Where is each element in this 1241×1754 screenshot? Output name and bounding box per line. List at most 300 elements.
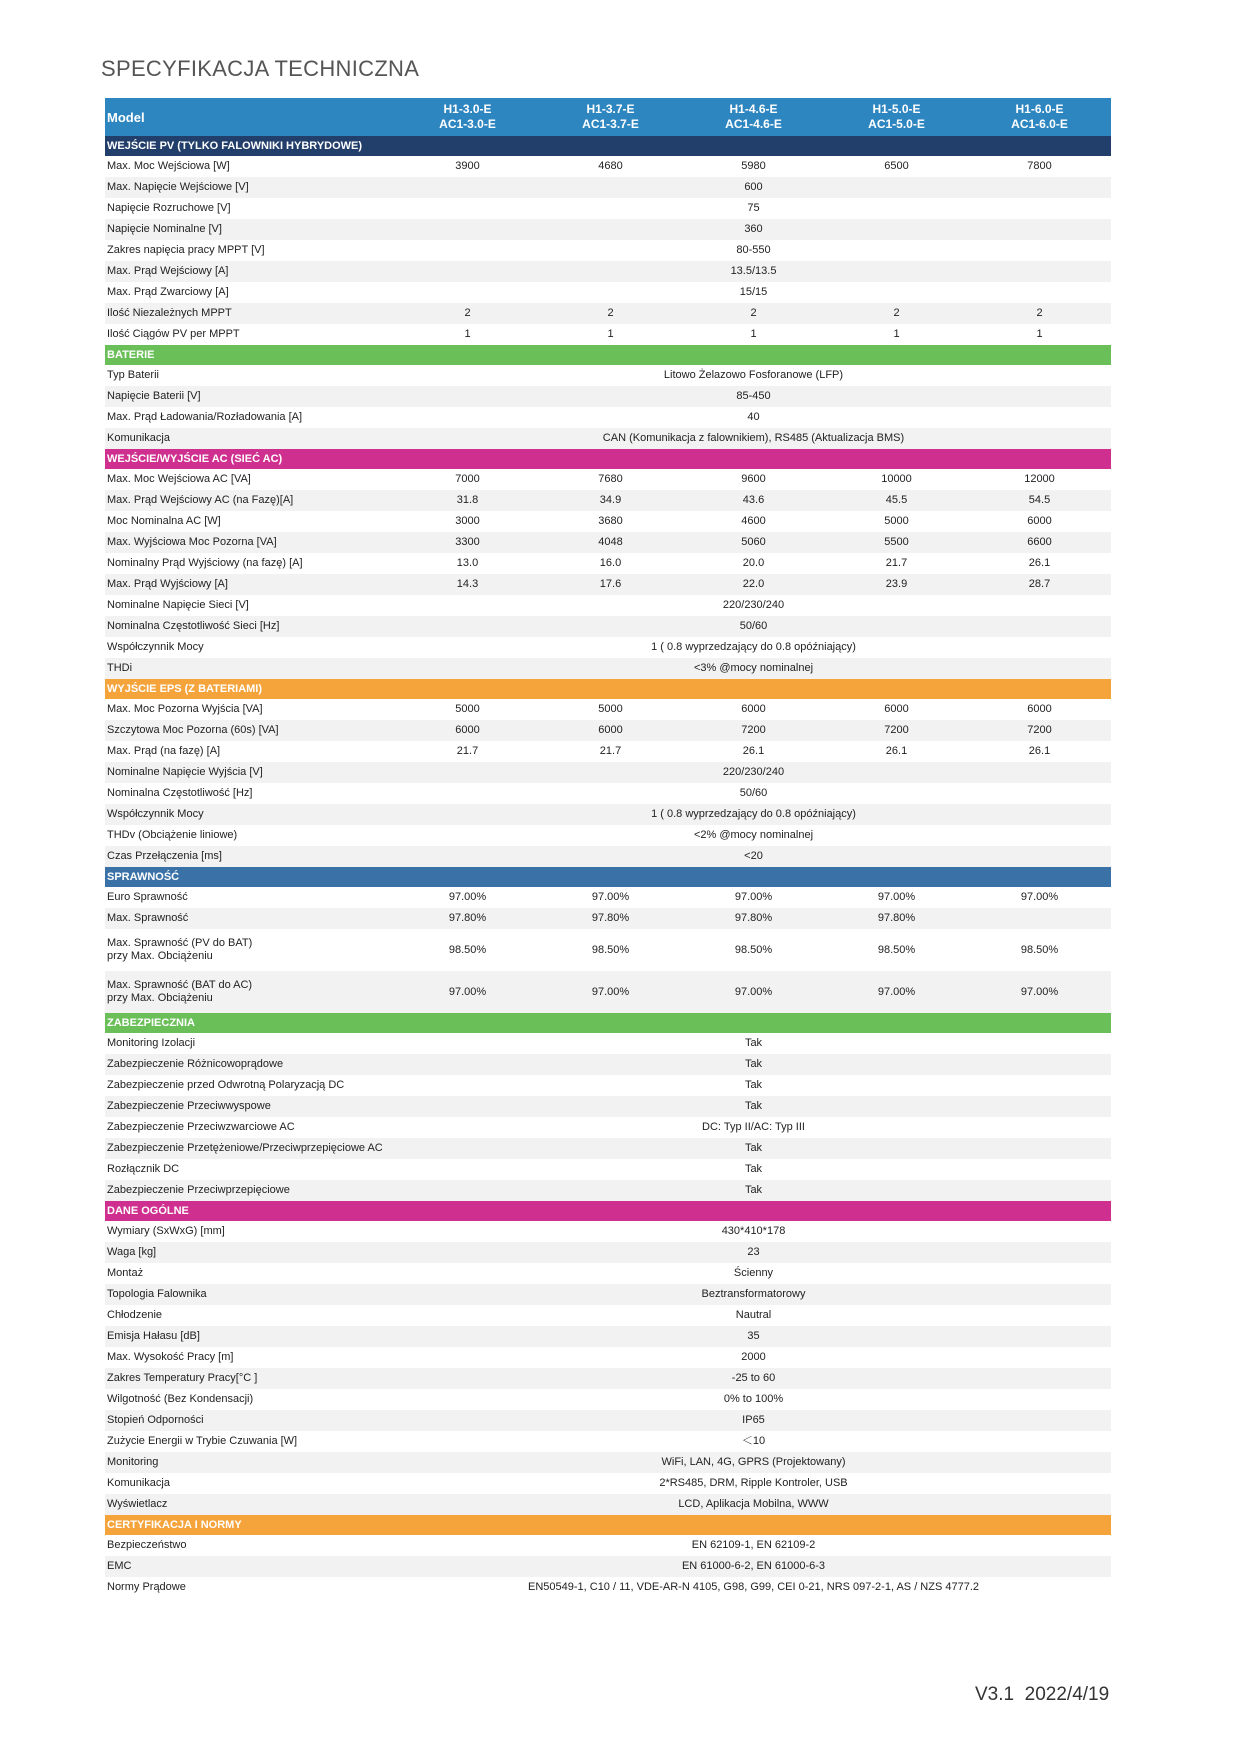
- spec-row: [105, 1326, 1111, 1347]
- spec-value: 7800: [1027, 160, 1052, 172]
- spec-row: [105, 365, 1111, 386]
- spec-value: 2: [682, 303, 825, 324]
- spec-label-cell: [105, 365, 396, 386]
- spec-value-all-models: 40: [747, 411, 760, 423]
- spec-row: [105, 303, 1111, 324]
- spec-value: 97.00%: [448, 891, 487, 903]
- spec-row: [105, 1556, 1111, 1577]
- spec-label-cell: [105, 1556, 396, 1577]
- section-title: WEJŚCIE/WYJŚCIE AC (SIEĆ AC): [105, 449, 1111, 469]
- spec-value: 21.7: [885, 557, 908, 569]
- spec-row: [105, 971, 1111, 1013]
- spec-value: 7680: [598, 473, 623, 485]
- spec-label-cell: [105, 1326, 396, 1347]
- spec-row: [105, 1389, 1111, 1410]
- spec-value: 2: [825, 303, 968, 324]
- spec-label: Nominalny Prąd Wyjściowy (na fazę) [A]: [107, 557, 303, 569]
- spec-value-all-models: 1 ( 0.8 wyprzedzający do 0.8 opóźniający): [651, 641, 856, 653]
- spec-value: 2: [968, 303, 1111, 324]
- spec-label-cell: [105, 804, 396, 825]
- spec-row: [105, 1410, 1111, 1431]
- spec-label-cell: [105, 616, 396, 637]
- spec-label: Max. Moc Pozorna Wyjścia [VA]: [107, 703, 263, 715]
- spec-value: 4600: [741, 515, 766, 527]
- spec-row: [105, 1431, 1111, 1452]
- spec-value: 3000: [455, 515, 480, 527]
- spec-row: [105, 1473, 1111, 1494]
- spec-value: 54.5: [968, 490, 1111, 511]
- spec-value: 1: [750, 328, 757, 340]
- spec-value: 21.7: [456, 745, 479, 757]
- spec-row: [105, 1221, 1111, 1242]
- spec-value-all-models: 50/60: [739, 787, 768, 799]
- spec-label-cell: [105, 1221, 396, 1242]
- spec-value: 97.80%: [682, 908, 825, 929]
- spec-value-all-models: EN50549-1, C10 / 11, VDE-AR-N 4105, G98, G99, CEI 0-21, NRS 097-2-1, AS / NZS 4777.2: [527, 1581, 980, 1593]
- spec-value: 26.1: [885, 745, 908, 757]
- spec-value: 97.00%: [825, 971, 968, 1013]
- spec-value: 13.0: [456, 557, 479, 569]
- spec-label: Moc Nominalna AC [W]: [107, 515, 221, 527]
- spec-value: 26.1: [1028, 745, 1051, 757]
- model-name: H1-3.0-E: [443, 102, 492, 116]
- spec-value: 6000: [741, 703, 766, 715]
- section-header-row: [105, 449, 1111, 469]
- model-name-alt: AC1-6.0-E: [1011, 117, 1068, 131]
- spec-value: 97.00%: [396, 971, 539, 1013]
- spec-value: 5000: [884, 515, 909, 527]
- spec-label: Emisja Hałasu [dB]: [107, 1330, 200, 1342]
- spec-value: 97.80%: [396, 908, 539, 929]
- spec-value: 5000: [455, 703, 480, 715]
- spec-row: [105, 1284, 1111, 1305]
- spec-row: [105, 616, 1111, 637]
- spec-label-cell: [105, 407, 396, 428]
- spec-value-all-models: DC: Typ II/AC: Typ III: [702, 1121, 805, 1133]
- section-header-row: [105, 679, 1111, 699]
- spec-value: 6000: [1027, 515, 1052, 527]
- spec-label: Komunikacja: [107, 432, 170, 444]
- spec-label-cell: [105, 240, 396, 261]
- spec-row: [105, 762, 1111, 783]
- spec-label-cell: [105, 1138, 396, 1159]
- table-header-row: [105, 98, 1111, 136]
- spec-label-cell: [105, 762, 396, 783]
- spec-value: 4048: [539, 532, 682, 553]
- spec-label: Max. Prąd Ładowania/Rozładowania [A]: [107, 411, 303, 423]
- spec-value-all-models: IP65: [396, 1410, 1111, 1431]
- spec-row: [105, 240, 1111, 261]
- spec-value-all-models: Beztransformatorowy: [396, 1284, 1111, 1305]
- section-title: CERTYFIKACJA I NORMY: [105, 1515, 1111, 1535]
- section-header-row: [105, 1201, 1111, 1221]
- spec-value: 9600: [741, 473, 766, 485]
- spec-value: 97.80%: [825, 908, 968, 929]
- spec-label: Monitoring: [107, 1456, 159, 1468]
- spec-value: 43.6: [682, 490, 825, 511]
- spec-value: 3300: [396, 532, 539, 553]
- spec-value: 98.50%: [448, 943, 487, 956]
- spec-value: 98.50%: [1020, 943, 1059, 956]
- spec-value: 1: [607, 328, 614, 340]
- section-title: WEJŚCIE PV (TYLKO FALOWNIKI HYBRYDOWE): [105, 136, 1111, 156]
- spec-label: Szczytowa Moc Pozorna (60s) [VA]: [107, 724, 279, 736]
- section-header-row: [105, 345, 1111, 365]
- spec-label: Typ Baterii: [107, 369, 159, 381]
- model-name-alt: AC1-3.7-E: [582, 117, 639, 131]
- spec-label-cell: [105, 156, 396, 177]
- spec-label-cell: [105, 1431, 396, 1452]
- spec-label: Zabezpieczenie Przeciwprzepięciowe: [107, 1184, 290, 1196]
- spec-value: 12000: [1024, 473, 1055, 485]
- spec-value-all-models: 75: [747, 202, 760, 214]
- spec-label: Euro Sprawność: [107, 891, 188, 903]
- spec-value-all-models: 80-550: [736, 244, 771, 256]
- spec-row: [105, 783, 1111, 804]
- section-header-row: [105, 867, 1111, 887]
- spec-value: 6000: [884, 703, 909, 715]
- spec-label-cell: [105, 1410, 396, 1431]
- spec-value: 97.00%: [968, 971, 1111, 1013]
- spec-label-cell: [105, 303, 396, 324]
- spec-label: THDv (Obciążenie liniowe): [107, 829, 238, 841]
- spec-row: [105, 532, 1111, 553]
- spec-label: Topologia Falownika: [107, 1288, 207, 1300]
- spec-value: 1: [1036, 328, 1043, 340]
- spec-value-all-models: 23: [396, 1242, 1111, 1263]
- spec-label-cell: [105, 908, 396, 929]
- spec-row: [105, 428, 1111, 449]
- spec-value: 45.5: [825, 490, 968, 511]
- spec-label: Nominalna Częstotliwość Sieci [Hz]: [107, 620, 280, 632]
- spec-label-cell: [105, 1033, 396, 1054]
- spec-row: [105, 219, 1111, 240]
- spec-label: Normy Prądowe: [107, 1581, 186, 1593]
- spec-value: 5980: [741, 160, 766, 172]
- spec-row: [105, 324, 1111, 345]
- spec-label: Nominalna Częstotliwość [Hz]: [107, 787, 253, 799]
- spec-label: Zabezpieczenie Przeciwwyspowe: [107, 1100, 271, 1112]
- spec-value-all-models: 15/15: [739, 286, 768, 298]
- spec-value-all-models: 360: [396, 219, 1111, 240]
- spec-label-cell: [105, 1159, 396, 1180]
- section-title: WYJŚCIE EPS (Z BATERIAMI): [105, 679, 1111, 699]
- spec-row: [105, 804, 1111, 825]
- spec-value: 22.0: [682, 574, 825, 595]
- spec-label: Ilość Niezależnych MPPT: [107, 307, 232, 319]
- spec-row: [105, 1159, 1111, 1180]
- spec-value: 1: [464, 328, 471, 340]
- spec-label-cell: [105, 1368, 396, 1389]
- spec-value-all-models: 430*410*178: [721, 1225, 786, 1237]
- spec-label-cell: [105, 324, 396, 345]
- spec-value-all-models: Nautral: [735, 1309, 772, 1321]
- spec-label: Max. Prąd (na fazę) [A]: [107, 745, 221, 757]
- spec-value-all-models: Tak: [396, 1054, 1111, 1075]
- spec-value: 97.80%: [539, 908, 682, 929]
- spec-label-cell: [105, 428, 396, 449]
- spec-label-cell: [105, 741, 396, 762]
- spec-label-cell: [105, 1242, 396, 1263]
- spec-label: Max. Wysokość Pracy [m]: [107, 1351, 234, 1363]
- model-header-label: Model: [105, 98, 396, 136]
- spec-row: [105, 1452, 1111, 1473]
- spec-row: [105, 198, 1111, 219]
- spec-value: 16.0: [599, 557, 622, 569]
- spec-label-cell: [105, 1452, 396, 1473]
- spec-value: 97.00%: [734, 891, 773, 903]
- spec-value-all-models: 600: [396, 177, 1111, 198]
- spec-value-all-models: ＜10: [741, 1435, 766, 1447]
- spec-label-cell: [105, 469, 396, 490]
- spec-row: [105, 574, 1111, 595]
- spec-row: [105, 1368, 1111, 1389]
- spec-label-cell: [105, 658, 396, 679]
- spec-label: Waga [kg]: [107, 1246, 157, 1258]
- spec-label-cell: [105, 282, 396, 303]
- spec-label: Zabezpieczenie Przeciwzwarciowe AC: [107, 1121, 295, 1133]
- spec-row: [105, 1096, 1111, 1117]
- spec-label: Max. Prąd Wejściowy AC (na Fazę)[A]: [107, 494, 294, 506]
- spec-label-line2: przy Max. Obciążeniu: [107, 992, 213, 1004]
- spec-value-all-models: Tak: [396, 1138, 1111, 1159]
- spec-label-cell: [105, 219, 396, 240]
- model-name: H1-3.7-E: [586, 102, 635, 116]
- spec-value: 7200: [825, 720, 968, 741]
- spec-value-all-models: 85-450: [396, 386, 1111, 407]
- spec-row: [105, 1033, 1111, 1054]
- spec-label-cell: [105, 846, 396, 867]
- spec-label: Max. Prąd Wejściowy [A]: [107, 265, 229, 277]
- spec-row: [105, 825, 1111, 846]
- model-header-cell: [539, 98, 682, 136]
- spec-label: Max. Prąd Wyjściowy [A]: [107, 578, 228, 590]
- spec-label: Max. Sprawność: [107, 912, 189, 924]
- spec-label: Max. Wyjściowa Moc Pozorna [VA]: [107, 536, 277, 548]
- spec-row: [105, 469, 1111, 490]
- spec-row: [105, 1138, 1111, 1159]
- spec-label-line2: przy Max. Obciążeniu: [107, 950, 213, 962]
- spec-label-cell: [105, 1305, 396, 1326]
- spec-value: 26.1: [1028, 557, 1051, 569]
- spec-label-cell: [105, 511, 396, 532]
- spec-value: 97.00%: [591, 891, 630, 903]
- spec-value: [968, 908, 1111, 929]
- spec-value: 7200: [682, 720, 825, 741]
- document-version: V3.1 2022/4/19: [975, 1684, 1110, 1705]
- spec-value-all-models: 0% to 100%: [723, 1393, 784, 1405]
- section-title: DANE OGÓLNE: [105, 1201, 1111, 1221]
- spec-label: Chłodzenie: [107, 1309, 163, 1321]
- spec-value-all-models: 2000: [741, 1351, 766, 1363]
- spec-label-cell: [105, 553, 396, 574]
- spec-row: [105, 490, 1111, 511]
- spec-value-all-models: Tak: [744, 1037, 763, 1049]
- spec-value: 98.50%: [734, 943, 773, 956]
- spec-value-all-models: 13.5/13.5: [396, 261, 1111, 282]
- spec-label: Współczynnik Mocy: [107, 808, 204, 820]
- spec-value-all-models: Tak: [744, 1163, 763, 1175]
- spec-row: [105, 741, 1111, 762]
- spec-label-cell: [105, 1263, 396, 1284]
- spec-value: 98.50%: [591, 943, 630, 956]
- spec-label: Nominalne Napięcie Wyjścia [V]: [107, 766, 263, 778]
- spec-label-cell: [105, 1473, 396, 1494]
- spec-row: [105, 386, 1111, 407]
- spec-row: [105, 1075, 1111, 1096]
- spec-label-cell: [105, 699, 396, 720]
- spec-row: [105, 595, 1111, 616]
- spec-value: 28.7: [968, 574, 1111, 595]
- spec-label: Monitoring Izolacji: [107, 1037, 196, 1049]
- section-title: BATERIE: [105, 345, 1111, 365]
- spec-table: [105, 98, 1111, 1598]
- spec-row: [105, 887, 1111, 908]
- spec-value: 7200: [968, 720, 1111, 741]
- spec-label: Zabezpieczenie przed Odwrotną Polaryzacją DC: [107, 1079, 345, 1091]
- spec-label: Max. Sprawność (PV do BAT): [107, 937, 253, 949]
- spec-value: 97.00%: [1020, 891, 1059, 903]
- spec-label-cell: [105, 971, 396, 1013]
- spec-row: [105, 1263, 1111, 1284]
- spec-label-cell: [105, 177, 396, 198]
- spec-label: Napięcie Rozruchowe [V]: [107, 202, 231, 214]
- spec-label-cell: [105, 1180, 396, 1201]
- section-header-row: [105, 1013, 1111, 1033]
- model-name: H1-5.0-E: [872, 102, 921, 116]
- spec-value-all-models: CAN (Komunikacja z falownikiem), RS485 (Aktualizacja BMS): [396, 428, 1111, 449]
- spec-value: 6600: [968, 532, 1111, 553]
- spec-label-cell: [105, 1284, 396, 1305]
- model-name-alt: AC1-3.0-E: [439, 117, 496, 131]
- spec-value-all-models: 220/230/240: [396, 762, 1111, 783]
- spec-label: Ilość Ciągów PV per MPPT: [107, 328, 240, 340]
- spec-value-all-models: Tak: [744, 1079, 763, 1091]
- spec-value-all-models: -25 to 60: [396, 1368, 1111, 1389]
- spec-row: [105, 720, 1111, 741]
- spec-value: 5500: [825, 532, 968, 553]
- spec-row: [105, 1577, 1111, 1598]
- model-name: H1-6.0-E: [1015, 102, 1064, 116]
- spec-label-cell: [105, 1494, 396, 1515]
- spec-value: 98.50%: [877, 943, 916, 956]
- spec-row: [105, 261, 1111, 282]
- spec-label-cell: [105, 637, 396, 658]
- spec-value: 5000: [598, 703, 623, 715]
- spec-label-cell: [105, 887, 396, 908]
- spec-row: [105, 1305, 1111, 1326]
- spec-label-cell: [105, 825, 396, 846]
- spec-label-cell: [105, 1096, 396, 1117]
- spec-label-cell: [105, 929, 396, 971]
- spec-value: 6000: [1027, 703, 1052, 715]
- spec-label-cell: [105, 1389, 396, 1410]
- spec-value: 97.00%: [877, 891, 916, 903]
- spec-label: THDi: [107, 662, 133, 674]
- spec-label: Współczynnik Mocy: [107, 641, 204, 653]
- spec-row: [105, 637, 1111, 658]
- model-header-cell: [825, 98, 968, 136]
- spec-value-all-models: 1 ( 0.8 wyprzedzający do 0.8 opóźniający): [396, 804, 1111, 825]
- spec-label-cell: [105, 490, 396, 511]
- spec-value: 2: [396, 303, 539, 324]
- spec-label-cell: [105, 595, 396, 616]
- spec-value: 97.00%: [682, 971, 825, 1013]
- spec-value: 1: [893, 328, 900, 340]
- spec-value-all-models: <2% @mocy nominalnej: [693, 829, 814, 841]
- spec-row: [105, 1180, 1111, 1201]
- page-title: SPECYFIKACJA TECHNICZNA: [101, 56, 420, 81]
- spec-label: Max. Sprawność (BAT do AC): [107, 979, 253, 991]
- spec-row: [105, 177, 1111, 198]
- spec-label: Zakres Temperatury Pracy[°C ]: [107, 1372, 258, 1384]
- spec-value: 7000: [455, 473, 480, 485]
- model-name: H1-4.6-E: [729, 102, 778, 116]
- spec-value-all-models: 35: [396, 1326, 1111, 1347]
- spec-label-cell: [105, 532, 396, 553]
- spec-value: 3900: [455, 160, 480, 172]
- spec-value: 2: [539, 303, 682, 324]
- section-header-row: [105, 1515, 1111, 1535]
- spec-row: [105, 1347, 1111, 1368]
- spec-value-all-models: 2*RS485, DRM, Ripple Kontroler, USB: [659, 1477, 848, 1489]
- spec-value: 10000: [881, 473, 912, 485]
- spec-row: [105, 156, 1111, 177]
- spec-value: 6000: [539, 720, 682, 741]
- model-name-alt: AC1-4.6-E: [725, 117, 782, 131]
- spec-row: [105, 908, 1111, 929]
- spec-row: [105, 511, 1111, 532]
- spec-row: [105, 699, 1111, 720]
- spec-row: [105, 1117, 1111, 1138]
- spec-row: [105, 282, 1111, 303]
- model-header-cell: [396, 98, 539, 136]
- spec-row: [105, 407, 1111, 428]
- spec-value: 5060: [682, 532, 825, 553]
- spec-label: Max. Napięcie Wejściowe [V]: [107, 181, 249, 193]
- model-header-cell: [682, 98, 825, 136]
- spec-label: Komunikacja: [107, 1477, 170, 1489]
- spec-label: Napięcie Baterii [V]: [107, 390, 201, 402]
- spec-label: Zabezpieczenie Różnicowoprądowe: [107, 1058, 284, 1070]
- spec-value-all-models: Tak: [396, 1096, 1111, 1117]
- spec-label-cell: [105, 1117, 396, 1138]
- spec-value: 26.1: [742, 745, 765, 757]
- spec-row: [105, 1242, 1111, 1263]
- spec-row: [105, 658, 1111, 679]
- spec-label-cell: [105, 386, 396, 407]
- spec-label-cell: [105, 1347, 396, 1368]
- spec-label-cell: [105, 1054, 396, 1075]
- section-title: SPRAWNOŚĆ: [105, 867, 1111, 887]
- spec-label: Max. Prąd Zwarciowy [A]: [107, 286, 229, 298]
- section-title: ZABEZPIECZNIA: [105, 1013, 1111, 1033]
- spec-value-all-models: Litowo Żelazowo Fosforanowe (LFP): [663, 369, 844, 381]
- spec-label: Zakres napięcia pracy MPPT [V]: [107, 244, 265, 256]
- spec-label: Wyświetlacz: [107, 1498, 168, 1510]
- spec-label-cell: [105, 720, 396, 741]
- spec-row: [105, 1535, 1111, 1556]
- spec-value-all-models: 220/230/240: [722, 599, 785, 611]
- spec-row: [105, 1054, 1111, 1075]
- spec-value-all-models: Ścienny: [733, 1267, 774, 1279]
- spec-row: [105, 846, 1111, 867]
- spec-label-cell: [105, 1535, 396, 1556]
- spec-row: [105, 553, 1111, 574]
- spec-label-cell: [105, 261, 396, 282]
- spec-value-all-models: 50/60: [396, 616, 1111, 637]
- spec-label: Stopień Odporności: [107, 1414, 204, 1426]
